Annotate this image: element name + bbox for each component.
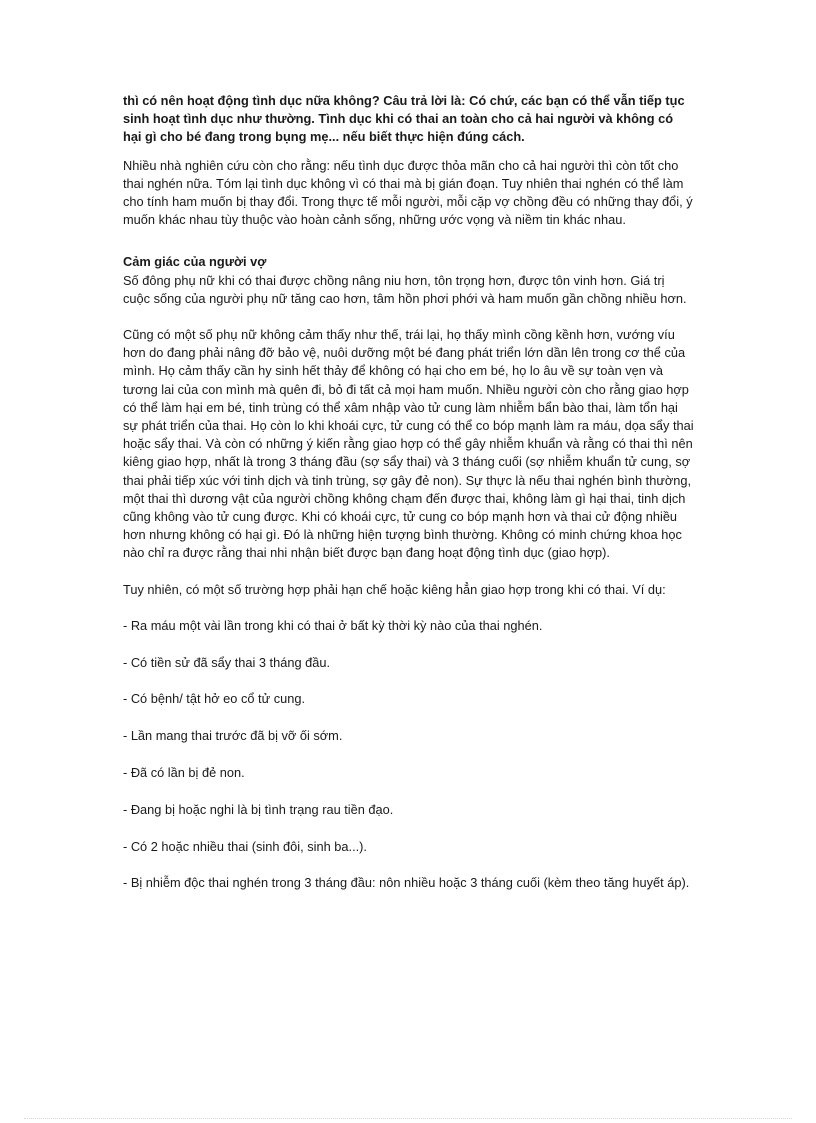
list-item: - Có bệnh/ tật hở eo cổ tử cung.: [123, 691, 305, 707]
wife-paragraph-2: Cũng có một số phụ nữ không cảm thấy như thế, trái lại, họ thấy mình cồng kềnh hơn, vướng víu hơn do đang phải nâng đỡ bảo vệ, nuôi dưỡng một bé đang phát triển lớn dần lên trong cơ thể của mình. Họ cảm thấy cần hy sinh hết thảy để không có hại cho em bé, họ lo âu về sự toàn vẹn và tương lai của con mình mà quên đi, bỏ đi tất cả mọi ham muốn. Nhiều người còn cho rằng giao hợp có thể làm hại em bé, tinh trùng có thể xâm nhập vào tử cung làm nhiễm bẩn bào thai, làm tổn hại sự phát triển của thai. Họ còn lo khi khoái cực, tử cung có thể co bóp mạnh làm ra máu, dọa sẩy thai hoặc sẩy thai. Và còn có những ý kiến rằng giao hợp có thể gây nhiễm khuẩn và rằng có thai thì nên kiêng giao hợp, nhất là trong 3 tháng đầu (sợ sẩy thai) và 3 tháng cuối (sợ nhiễm khuẩn tử cung, sợ thai phải tiếp xúc với tinh dịch và tinh trùng, sợ gây đẻ non). Sự thực là nếu thai nghén bình thường, một thai thì dương vật của người chồng không chạm đến được thai, không làm gì hại thai, tinh dịch cũng không vào tử cung được. Khi có khoái cực, tử cung co bóp mạnh hơn và thai cử động nhiều hơn nhưng không có hại gì. Đó là những hiện tượng bình thường. Không có minh chứng khoa học nào chỉ ra được rằng thai nhi nhận biết được bạn đang hoạt động tình dục (giao hợp).: [123, 327, 694, 561]
list-item: - Có tiền sử đã sẩy thai 3 tháng đầu.: [123, 654, 331, 670]
list-item: - Có 2 hoặc nhiều thai (sinh đôi, sinh ba...).: [123, 838, 367, 854]
section-heading: Cảm giác của người vợ: [123, 254, 267, 270]
list-item: - Đang bị hoặc nghi là bị tình trạng rau tiền đạo.: [123, 801, 394, 817]
list-item: - Đã có lần bị đẻ non.: [123, 765, 245, 781]
list-item: - Lần mang thai trước đã bị vỡ ối sớm.: [123, 728, 343, 744]
however-paragraph: Tuy nhiên, có một số trường hợp phải hạn chế hoặc kiêng hẳn giao hợp trong khi có thai. Ví dụ:: [123, 581, 666, 597]
conditions-list: [123, 617, 695, 893]
document-page: [123, 92, 695, 911]
page-bottom-divider: [24, 1118, 792, 1119]
intro-paragraph: thì có nên hoạt động tình dục nữa không? Câu trả lời là: Có chứ, các bạn có thể vẫn tiếp tục sinh hoạt tình dục như thường. Tình dục khi có thai an toàn cho cả hai người và không có hại gì cho bé đang trong bụng mẹ... nếu biết thực hiện đúng cách.: [123, 93, 685, 145]
wife-paragraph-1: Số đông phụ nữ khi có thai được chồng nâng niu hơn, tôn trọng hơn, được tôn vinh hơn. Giá trị cuộc sống của người phụ nữ tăng cao hơn, tâm hồn phơi phới và ham muốn gần chồng nhiều hơn.: [123, 272, 687, 306]
researchers-paragraph: Nhiều nhà nghiên cứu còn cho rằng: nếu tình dục được thỏa mãn cho cả hai người thì còn tốt cho thai nghén nữa. Tóm lại tình dục không vì có thai mà bị gián đoạn. Tuy nhiên thai nghén có thể làm cho tính ham muốn bị thay đổi. Trong thực tế mỗi người, mỗi cặp vợ chồng đều có những thay đổi, ý muốn khác nhau tùy thuộc vào hoàn cảnh sống, những ước vọng và niềm tin khác nhau.: [123, 157, 693, 228]
list-item: - Ra máu một vài lần trong khi có thai ở bất kỳ thời kỳ nào của thai nghén.: [123, 617, 543, 633]
list-item: - Bị nhiễm độc thai nghén trong 3 tháng đầu: nôn nhiều hoặc 3 tháng cuối (kèm theo tăng huyết áp).: [123, 875, 690, 891]
